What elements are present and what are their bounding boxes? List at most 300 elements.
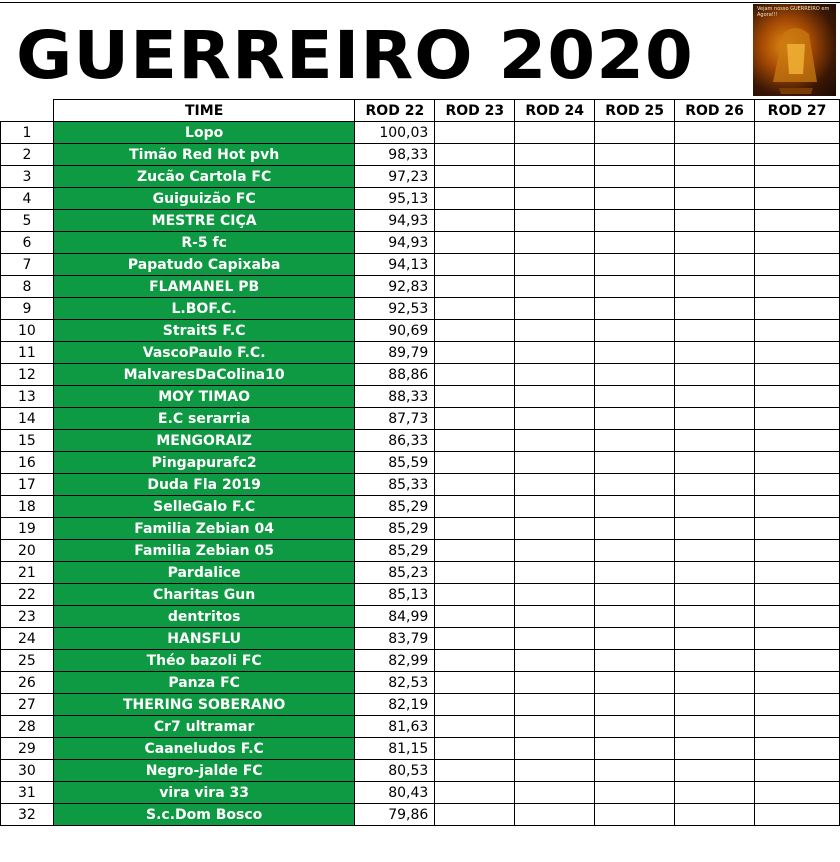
position-cell[interactable]: 29 (1, 738, 54, 760)
rod-26-cell[interactable] (675, 496, 755, 518)
rod-27-cell[interactable] (755, 320, 840, 342)
rod-22-score-cell[interactable]: 97,23 (355, 166, 435, 188)
team-cell[interactable]: L.BOF.C. (53, 298, 355, 320)
table-row (1, 782, 840, 804)
rod-24-cell[interactable] (515, 628, 595, 650)
rod-27-cell[interactable] (755, 342, 840, 364)
rod-27-cell[interactable] (755, 254, 840, 276)
rod-22-score-cell[interactable]: 88,86 (355, 364, 435, 386)
rod-24-cell[interactable] (515, 166, 595, 188)
rod-25-cell[interactable] (595, 144, 675, 166)
team-cell[interactable]: Guiguizão FC (53, 188, 355, 210)
position-cell[interactable]: 12 (1, 364, 54, 386)
rod-27-cell[interactable] (755, 188, 840, 210)
rod-22-score-cell[interactable]: 82,19 (355, 694, 435, 716)
page-title: GUERREIRO 2020 (16, 17, 694, 94)
position-cell[interactable]: 30 (1, 760, 54, 782)
position-cell[interactable]: 9 (1, 298, 54, 320)
rod-27-cell[interactable] (755, 672, 840, 694)
rod-22-score-cell[interactable]: 80,53 (355, 760, 435, 782)
rod-24-cell[interactable] (515, 540, 595, 562)
rod-24-cell[interactable] (515, 672, 595, 694)
position-cell[interactable]: 19 (1, 518, 54, 540)
rod-26-cell[interactable] (675, 738, 755, 760)
rod-27-cell[interactable] (755, 540, 840, 562)
header-rod-24[interactable]: ROD 24 (515, 100, 595, 122)
team-cell[interactable]: THERING SOBERANO (53, 694, 355, 716)
rod-26-cell[interactable] (675, 694, 755, 716)
rod-27-cell[interactable] (755, 144, 840, 166)
ranking-table (0, 99, 840, 826)
rod-26-cell[interactable] (675, 606, 755, 628)
rod-25-cell[interactable] (595, 320, 675, 342)
rod-24-cell[interactable] (515, 408, 595, 430)
rod-25-cell[interactable] (595, 386, 675, 408)
rod-25-cell[interactable] (595, 738, 675, 760)
rod-24-cell[interactable] (515, 430, 595, 452)
position-cell[interactable]: 11 (1, 342, 54, 364)
position-cell[interactable]: 17 (1, 474, 54, 496)
team-cell[interactable]: E.C serarria (53, 408, 355, 430)
table-row (1, 232, 840, 254)
header-time[interactable]: TIME (53, 100, 355, 122)
position-cell[interactable]: 22 (1, 584, 54, 606)
rod-27-cell[interactable] (755, 430, 840, 452)
rod-24-cell[interactable] (515, 364, 595, 386)
position-cell[interactable]: 13 (1, 386, 54, 408)
rod-22-score-cell[interactable]: 83,79 (355, 628, 435, 650)
rod-24-cell[interactable] (515, 760, 595, 782)
rod-25-cell[interactable] (595, 166, 675, 188)
rod-26-cell[interactable] (675, 364, 755, 386)
position-cell[interactable]: 25 (1, 650, 54, 672)
rod-23-cell[interactable] (435, 496, 515, 518)
rod-27-cell[interactable] (755, 694, 840, 716)
rod-23-cell[interactable] (435, 166, 515, 188)
rod-22-score-cell[interactable]: 94,13 (355, 254, 435, 276)
rod-22-score-cell[interactable]: 85,29 (355, 518, 435, 540)
team-cell[interactable]: SelleGalo F.C (53, 496, 355, 518)
team-cell[interactable]: Lopo (53, 122, 355, 144)
corner-cell (1, 100, 54, 122)
rod-23-cell[interactable] (435, 232, 515, 254)
rod-24-cell[interactable] (515, 804, 595, 826)
position-cell[interactable]: 6 (1, 232, 54, 254)
position-cell[interactable]: 18 (1, 496, 54, 518)
rod-23-cell[interactable] (435, 342, 515, 364)
team-cell[interactable]: Pardalice (53, 562, 355, 584)
rod-27-cell[interactable] (755, 276, 840, 298)
rod-23-cell[interactable] (435, 122, 515, 144)
team-cell[interactable]: MENGORAIZ (53, 430, 355, 452)
rod-26-cell[interactable] (675, 232, 755, 254)
rod-26-cell[interactable] (675, 716, 755, 738)
header-rod-25[interactable]: ROD 25 (595, 100, 675, 122)
rod-23-cell[interactable] (435, 738, 515, 760)
header-row (1, 100, 840, 122)
rod-26-cell[interactable] (675, 584, 755, 606)
rod-23-cell[interactable] (435, 386, 515, 408)
rod-27-cell[interactable] (755, 628, 840, 650)
rod-27-cell[interactable] (755, 452, 840, 474)
rod-22-score-cell[interactable]: 94,93 (355, 232, 435, 254)
team-cell[interactable]: MESTRE CIÇA (53, 210, 355, 232)
table-row (1, 650, 840, 672)
table-row (1, 518, 840, 540)
rod-25-cell[interactable] (595, 364, 675, 386)
rod-22-score-cell[interactable]: 95,13 (355, 188, 435, 210)
rod-24-cell[interactable] (515, 144, 595, 166)
table-row (1, 474, 840, 496)
rod-23-cell[interactable] (435, 760, 515, 782)
team-cell[interactable]: Charitas Gun (53, 584, 355, 606)
position-cell[interactable]: 8 (1, 276, 54, 298)
table-row (1, 672, 840, 694)
rod-22-score-cell[interactable]: 98,33 (355, 144, 435, 166)
team-cell[interactable]: dentritos (53, 606, 355, 628)
rod-24-cell[interactable] (515, 452, 595, 474)
rod-23-cell[interactable] (435, 408, 515, 430)
team-cell[interactable]: HANSFLU (53, 628, 355, 650)
rod-23-cell[interactable] (435, 672, 515, 694)
rod-22-score-cell[interactable]: 92,83 (355, 276, 435, 298)
rod-24-cell[interactable] (515, 232, 595, 254)
position-cell[interactable]: 27 (1, 694, 54, 716)
header-rod-22[interactable]: ROD 22 (355, 100, 435, 122)
table-row (1, 584, 840, 606)
rod-22-score-cell[interactable]: 85,33 (355, 474, 435, 496)
rod-23-cell[interactable] (435, 320, 515, 342)
rod-27-cell[interactable] (755, 474, 840, 496)
table-row (1, 804, 840, 826)
rod-27-cell[interactable] (755, 760, 840, 782)
top-border (0, 2, 840, 3)
rod-26-cell[interactable] (675, 628, 755, 650)
rod-27-cell[interactable] (755, 166, 840, 188)
rod-24-cell[interactable] (515, 342, 595, 364)
rod-22-score-cell[interactable]: 85,59 (355, 452, 435, 474)
rod-26-cell[interactable] (675, 342, 755, 364)
team-cell[interactable]: Familia Zebian 05 (53, 540, 355, 562)
rod-25-cell[interactable] (595, 342, 675, 364)
rod-24-cell[interactable] (515, 716, 595, 738)
rod-22-score-cell[interactable]: 81,63 (355, 716, 435, 738)
rod-25-cell[interactable] (595, 474, 675, 496)
rod-24-cell[interactable] (515, 188, 595, 210)
rod-23-cell[interactable] (435, 804, 515, 826)
rod-22-score-cell[interactable]: 90,69 (355, 320, 435, 342)
rod-23-cell[interactable] (435, 452, 515, 474)
rod-24-cell[interactable] (515, 738, 595, 760)
rod-24-cell[interactable] (515, 276, 595, 298)
rod-22-score-cell[interactable]: 85,23 (355, 562, 435, 584)
rod-25-cell[interactable] (595, 804, 675, 826)
rod-22-score-cell[interactable]: 100,03 (355, 122, 435, 144)
team-cell[interactable]: Théo bazoli FC (53, 650, 355, 672)
rod-25-cell[interactable] (595, 276, 675, 298)
rod-27-cell[interactable] (755, 364, 840, 386)
table-row (1, 144, 840, 166)
team-cell[interactable]: Panza FC (53, 672, 355, 694)
table-row (1, 496, 840, 518)
rod-27-cell[interactable] (755, 408, 840, 430)
team-cell[interactable]: Timão Red Hot pvh (53, 144, 355, 166)
table-row (1, 408, 840, 430)
rod-25-cell[interactable] (595, 606, 675, 628)
rod-23-cell[interactable] (435, 188, 515, 210)
rod-24-cell[interactable] (515, 562, 595, 584)
rod-27-cell[interactable] (755, 210, 840, 232)
table-row (1, 364, 840, 386)
rod-22-score-cell[interactable]: 86,33 (355, 430, 435, 452)
team-cell[interactable]: Familia Zebian 04 (53, 518, 355, 540)
rod-23-cell[interactable] (435, 210, 515, 232)
position-cell[interactable]: 7 (1, 254, 54, 276)
position-cell[interactable]: 23 (1, 606, 54, 628)
rod-22-score-cell[interactable]: 89,79 (355, 342, 435, 364)
rod-27-cell[interactable] (755, 650, 840, 672)
rod-27-cell[interactable] (755, 738, 840, 760)
position-cell[interactable]: 31 (1, 782, 54, 804)
rod-23-cell[interactable] (435, 540, 515, 562)
rod-26-cell[interactable] (675, 144, 755, 166)
rod-27-cell[interactable] (755, 122, 840, 144)
rod-24-cell[interactable] (515, 298, 595, 320)
rod-25-cell[interactable] (595, 254, 675, 276)
rod-22-score-cell[interactable]: 82,53 (355, 672, 435, 694)
rod-25-cell[interactable] (595, 650, 675, 672)
rod-23-cell[interactable] (435, 628, 515, 650)
table-row (1, 606, 840, 628)
rod-25-cell[interactable] (595, 672, 675, 694)
rod-26-cell[interactable] (675, 430, 755, 452)
rod-25-cell[interactable] (595, 694, 675, 716)
rod-26-cell[interactable] (675, 804, 755, 826)
rod-24-cell[interactable] (515, 254, 595, 276)
rod-22-score-cell[interactable]: 87,73 (355, 408, 435, 430)
rod-26-cell[interactable] (675, 408, 755, 430)
rod-25-cell[interactable] (595, 518, 675, 540)
rod-27-cell[interactable] (755, 716, 840, 738)
table-row (1, 562, 840, 584)
rod-26-cell[interactable] (675, 540, 755, 562)
position-cell[interactable]: 2 (1, 144, 54, 166)
position-cell[interactable]: 32 (1, 804, 54, 826)
rod-22-score-cell[interactable]: 85,29 (355, 496, 435, 518)
rod-25-cell[interactable] (595, 628, 675, 650)
rod-23-cell[interactable] (435, 650, 515, 672)
table-row (1, 716, 840, 738)
rod-25-cell[interactable] (595, 232, 675, 254)
position-cell[interactable]: 15 (1, 430, 54, 452)
rod-24-cell[interactable] (515, 122, 595, 144)
table-row (1, 122, 840, 144)
position-cell[interactable]: 26 (1, 672, 54, 694)
rod-27-cell[interactable] (755, 562, 840, 584)
team-cell[interactable]: Pingapurafc2 (53, 452, 355, 474)
rod-25-cell[interactable] (595, 430, 675, 452)
rod-26-cell[interactable] (675, 166, 755, 188)
rod-26-cell[interactable] (675, 452, 755, 474)
rod-23-cell[interactable] (435, 430, 515, 452)
position-cell[interactable]: 28 (1, 716, 54, 738)
rod-26-cell[interactable] (675, 650, 755, 672)
table-row (1, 452, 840, 474)
table-row (1, 540, 840, 562)
rod-26-cell[interactable] (675, 276, 755, 298)
table-row (1, 254, 840, 276)
rod-23-cell[interactable] (435, 782, 515, 804)
rod-25-cell[interactable] (595, 562, 675, 584)
rod-27-cell[interactable] (755, 232, 840, 254)
rod-25-cell[interactable] (595, 122, 675, 144)
rod-22-score-cell[interactable]: 82,99 (355, 650, 435, 672)
rod-22-score-cell[interactable]: 94,93 (355, 210, 435, 232)
rod-26-cell[interactable] (675, 210, 755, 232)
table-row (1, 386, 840, 408)
rod-22-score-cell[interactable]: 79,86 (355, 804, 435, 826)
rod-26-cell[interactable] (675, 474, 755, 496)
table-row (1, 738, 840, 760)
rod-24-cell[interactable] (515, 650, 595, 672)
table-row (1, 320, 840, 342)
rod-25-cell[interactable] (595, 408, 675, 430)
rod-25-cell[interactable] (595, 210, 675, 232)
team-cell[interactable]: MOY TIMAO (53, 386, 355, 408)
rod-24-cell[interactable] (515, 782, 595, 804)
rod-24-cell[interactable] (515, 474, 595, 496)
table-row (1, 760, 840, 782)
rod-26-cell[interactable] (675, 760, 755, 782)
rod-24-cell[interactable] (515, 606, 595, 628)
rod-24-cell[interactable] (515, 584, 595, 606)
table-row (1, 628, 840, 650)
position-cell[interactable]: 16 (1, 452, 54, 474)
team-cell[interactable]: StraitS F.C (53, 320, 355, 342)
table-row (1, 276, 840, 298)
position-cell[interactable]: 21 (1, 562, 54, 584)
header-rod-26[interactable]: ROD 26 (675, 100, 755, 122)
rod-22-score-cell[interactable]: 84,99 (355, 606, 435, 628)
table-row (1, 694, 840, 716)
rod-25-cell[interactable] (595, 452, 675, 474)
rod-23-cell[interactable] (435, 474, 515, 496)
table-row (1, 430, 840, 452)
rod-26-cell[interactable] (675, 386, 755, 408)
header-rod-27[interactable]: ROD 27 (755, 100, 840, 122)
rod-27-cell[interactable] (755, 584, 840, 606)
rod-24-cell[interactable] (515, 320, 595, 342)
team-cell[interactable]: S.c.Dom Bosco (53, 804, 355, 826)
rod-22-score-cell[interactable]: 85,29 (355, 540, 435, 562)
position-cell[interactable]: 20 (1, 540, 54, 562)
rod-22-score-cell[interactable]: 88,33 (355, 386, 435, 408)
rod-25-cell[interactable] (595, 298, 675, 320)
rod-25-cell[interactable] (595, 782, 675, 804)
rod-23-cell[interactable] (435, 694, 515, 716)
rod-25-cell[interactable] (595, 540, 675, 562)
rod-24-cell[interactable] (515, 210, 595, 232)
position-cell[interactable]: 3 (1, 166, 54, 188)
rod-23-cell[interactable] (435, 144, 515, 166)
rod-26-cell[interactable] (675, 562, 755, 584)
rod-26-cell[interactable] (675, 254, 755, 276)
position-cell[interactable]: 24 (1, 628, 54, 650)
rod-24-cell[interactable] (515, 518, 595, 540)
rod-23-cell[interactable] (435, 518, 515, 540)
position-cell[interactable]: 14 (1, 408, 54, 430)
rod-26-cell[interactable] (675, 122, 755, 144)
table-row (1, 298, 840, 320)
rod-25-cell[interactable] (595, 760, 675, 782)
table-row (1, 342, 840, 364)
rod-25-cell[interactable] (595, 584, 675, 606)
team-cell[interactable]: vira vira 33 (53, 782, 355, 804)
rod-23-cell[interactable] (435, 606, 515, 628)
rod-26-cell[interactable] (675, 782, 755, 804)
rod-23-cell[interactable] (435, 276, 515, 298)
team-cell[interactable]: R-5 fc (53, 232, 355, 254)
rod-27-cell[interactable] (755, 386, 840, 408)
rod-27-cell[interactable] (755, 298, 840, 320)
team-cell[interactable]: Zucão Cartola FC (53, 166, 355, 188)
rod-23-cell[interactable] (435, 254, 515, 276)
rod-22-score-cell[interactable]: 85,13 (355, 584, 435, 606)
rod-23-cell[interactable] (435, 364, 515, 386)
rod-26-cell[interactable] (675, 518, 755, 540)
team-cell[interactable]: Duda Fla 2019 (53, 474, 355, 496)
rod-27-cell[interactable] (755, 606, 840, 628)
rod-24-cell[interactable] (515, 386, 595, 408)
rod-25-cell[interactable] (595, 188, 675, 210)
rod-23-cell[interactable] (435, 584, 515, 606)
rod-24-cell[interactable] (515, 694, 595, 716)
rod-23-cell[interactable] (435, 562, 515, 584)
rod-26-cell[interactable] (675, 672, 755, 694)
rod-27-cell[interactable] (755, 518, 840, 540)
guerreiro-logo-image (753, 4, 836, 96)
team-cell[interactable]: Caaneludos F.C (53, 738, 355, 760)
position-cell[interactable]: 5 (1, 210, 54, 232)
team-cell[interactable]: Negro-jalde FC (53, 760, 355, 782)
rod-24-cell[interactable] (515, 496, 595, 518)
position-cell[interactable]: 10 (1, 320, 54, 342)
table-row (1, 188, 840, 210)
rod-25-cell[interactable] (595, 496, 675, 518)
rod-26-cell[interactable] (675, 188, 755, 210)
rod-27-cell[interactable] (755, 782, 840, 804)
rod-23-cell[interactable] (435, 716, 515, 738)
position-cell[interactable]: 4 (1, 188, 54, 210)
logo-caption: Vejam nosso GUERREIRO em Agora!!! (757, 6, 830, 18)
header-rod-23[interactable]: ROD 23 (435, 100, 515, 122)
rod-26-cell[interactable] (675, 320, 755, 342)
rod-22-score-cell[interactable]: 80,43 (355, 782, 435, 804)
rod-22-score-cell[interactable]: 81,15 (355, 738, 435, 760)
rod-27-cell[interactable] (755, 804, 840, 826)
team-cell[interactable]: Papatudo Capixaba (53, 254, 355, 276)
rod-25-cell[interactable] (595, 716, 675, 738)
rod-23-cell[interactable] (435, 298, 515, 320)
team-cell[interactable]: Cr7 ultramar (53, 716, 355, 738)
rod-22-score-cell[interactable]: 92,53 (355, 298, 435, 320)
team-cell[interactable]: FLAMANEL PB (53, 276, 355, 298)
rod-27-cell[interactable] (755, 496, 840, 518)
team-cell[interactable]: MalvaresDaColina10 (53, 364, 355, 386)
rod-26-cell[interactable] (675, 298, 755, 320)
team-cell[interactable]: VascoPaulo F.C. (53, 342, 355, 364)
position-cell[interactable]: 1 (1, 122, 54, 144)
